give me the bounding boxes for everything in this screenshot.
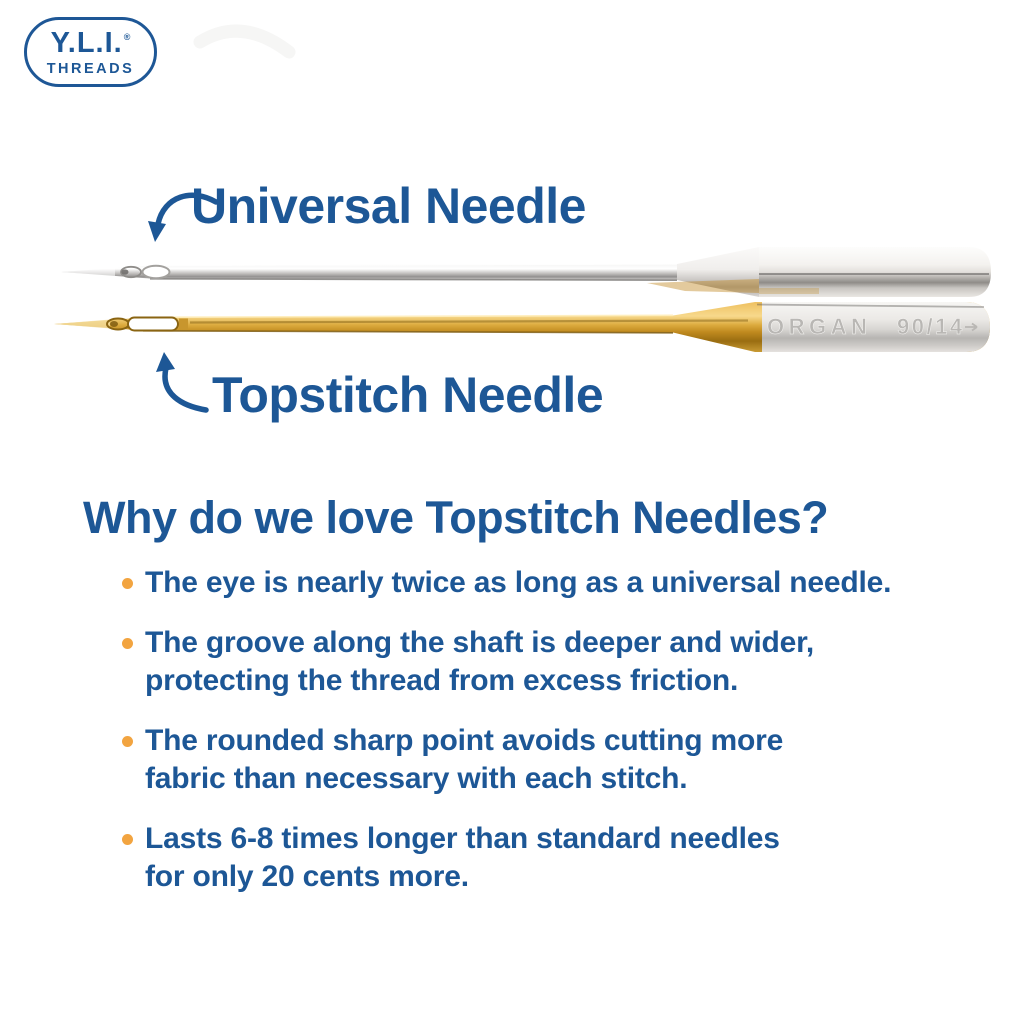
bullet-dot — [122, 736, 133, 747]
list-item — [122, 624, 1012, 700]
engraving-brand-text: ORGAN — [767, 314, 872, 339]
benefit-text: The groove along the shaft is deeper and wider, protecting the thread from excess friction. — [145, 626, 815, 697]
bullet-dot — [122, 834, 133, 845]
logo-subtitle: THREADS — [46, 61, 135, 78]
list-item — [122, 564, 1012, 602]
benefit-text: The eye is nearly twice as long as a universal needle. — [145, 566, 892, 599]
universal-needle-photo — [55, 241, 995, 303]
list-item — [122, 820, 1012, 896]
curved-arrow-topstitch-icon — [152, 348, 216, 416]
faint-swoosh-arc — [192, 12, 297, 60]
universal-needle-eye — [143, 266, 170, 278]
engraving-size-text: 90/14 — [897, 314, 965, 339]
topstitch-needle-label: Topstitch Needle — [212, 367, 604, 423]
logo-brand-text: Y.L.I.® — [50, 27, 132, 60]
registered-trademark-symbol: ® — [123, 32, 132, 43]
benefits-list — [122, 564, 1012, 918]
bullet-dot — [122, 578, 133, 589]
yli-threads-logo — [24, 17, 157, 87]
topstitch-needle-eye — [128, 318, 178, 331]
page-title: Why do we love Topstitch Needles? — [83, 492, 829, 543]
bullet-dot — [122, 638, 133, 649]
universal-needle-label: Universal Needle — [191, 178, 586, 234]
benefit-text: Lasts 6-8 times longer than standard needles for only 20 cents more. — [145, 822, 780, 893]
benefit-text: The rounded sharp point avoids cutting more fabric than necessary with each stitch. — [145, 724, 784, 795]
list-item — [122, 722, 1012, 798]
